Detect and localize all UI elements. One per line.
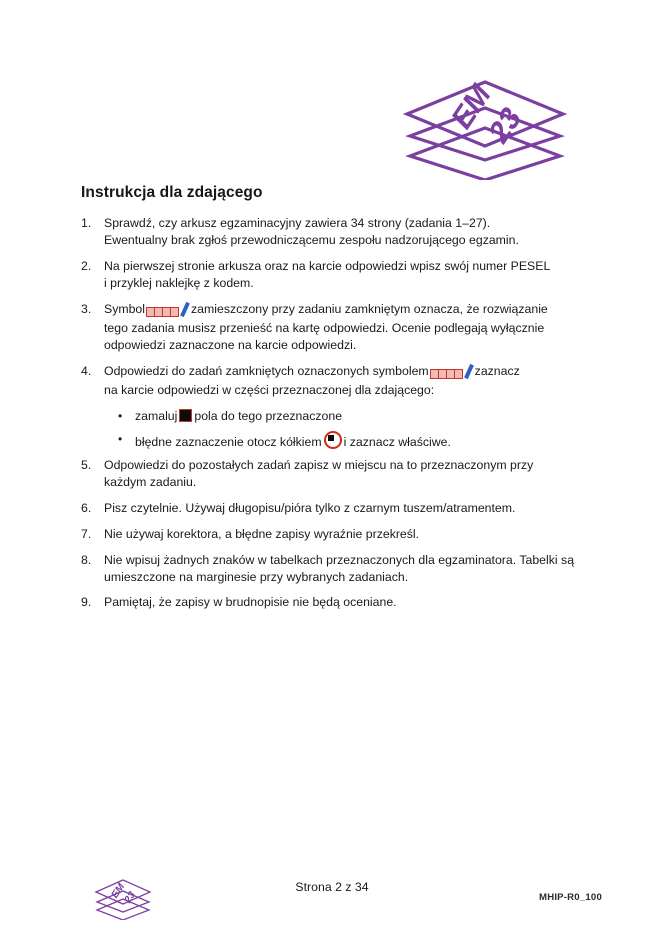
sub-bullet-circle-mistake — [81, 431, 581, 451]
instruction-item-2 — [81, 258, 581, 292]
item-line-part: Symbol — [104, 301, 146, 316]
page-title: Instrukcja dla zdającego — [81, 184, 263, 201]
item-line: tego zadania musisz przenieść na kartę odpowiedzi. Ocenie podlegają wyłącznie — [104, 321, 545, 336]
item-line-part: zaznacz — [474, 363, 520, 378]
footer-logo-text-em: EM — [110, 880, 127, 902]
item-text — [104, 457, 581, 491]
item-line-part: Odpowiedzi do zadań zamkniętych oznaczonych symbolem — [104, 363, 429, 378]
item-line-with-symbol — [104, 363, 581, 382]
item-text — [104, 552, 581, 586]
instruction-item-5 — [81, 457, 581, 491]
item-line: odpowiedzi zaznaczone na karcie odpowiedzi. — [104, 338, 357, 353]
item-text — [104, 594, 581, 611]
answer-boxes-icon — [146, 303, 178, 320]
instruction-item-1 — [81, 215, 581, 249]
item-text — [104, 301, 581, 355]
logo-text-23: 23 — [484, 100, 527, 151]
item-line: Pisz czytelnie. Używaj długopisu/pióra tylko z czarnym tuszem/atramentem. — [104, 501, 516, 516]
item-number: 8. — [81, 552, 92, 567]
item-number: 5. — [81, 458, 92, 473]
item-number: 2. — [81, 258, 92, 273]
instruction-item-4 — [81, 363, 581, 399]
filled-square-icon — [179, 409, 192, 422]
sub-text-after: pola do tego przeznaczone — [194, 408, 343, 423]
pencil-icon — [180, 303, 191, 316]
item-line: i przyklej naklejkę z kodem. — [104, 276, 254, 291]
em-23-logo — [396, 62, 574, 180]
pencil-icon — [464, 365, 475, 378]
item-line: Ewentualny brak zgłoś przewodniczącemu zespołu nadzorującego egzamin. — [104, 233, 519, 248]
instruction-item-3 — [81, 301, 581, 355]
item-line: Nie używaj korektora, a błędne zapisy wyraźnie przekreśl. — [104, 526, 420, 541]
item-number: 9. — [81, 595, 92, 610]
item-line: każdym zadaniu. — [104, 475, 197, 490]
item-text — [104, 526, 581, 543]
bullet-dot-icon — [118, 431, 135, 448]
bullet-dot-icon — [118, 408, 135, 425]
instruction-item-9 — [81, 594, 581, 611]
item-line: Pamiętaj, że zapisy w brudnopisie nie będą oceniane. — [104, 595, 397, 610]
footer-logo-text-23: 23 — [123, 889, 138, 907]
sub-text-before: zamaluj — [135, 408, 178, 423]
item-line: Odpowiedzi do pozostałych zadań zapisz w miejscu na to przeznaczonym przy — [104, 458, 534, 473]
item-text — [104, 363, 581, 399]
item-line: Na pierwszej stronie arkusza oraz na karcie odpowiedzi wpisz swój numer PESEL — [104, 258, 551, 273]
item-line: na karcie odpowiedzi w części przeznaczonej dla zdającego: — [104, 383, 435, 398]
instruction-item-6 — [81, 500, 581, 517]
item-text — [104, 215, 581, 249]
circled-square-icon — [324, 431, 342, 449]
item-text — [104, 500, 581, 517]
sub-text-before: błędne zaznaczenie otocz kółkiem — [135, 435, 322, 450]
sub-bullet-text — [135, 431, 581, 451]
instruction-item-7 — [81, 526, 581, 543]
instruction-list — [81, 215, 581, 620]
item-line: umieszczone na marginesie przy wybranych zadaniach. — [104, 569, 409, 584]
sheet-code-label: MHIP-R0_100 — [539, 892, 602, 903]
item-line: Sprawdź, czy arkusz egzaminacyjny zawiera 34 strony (zadania 1–27). — [104, 216, 491, 230]
item-text — [104, 258, 581, 292]
page-number-label: Strona 2 z 34 — [295, 880, 369, 894]
sub-bullet-text — [135, 408, 581, 425]
answer-boxes-icon — [430, 365, 462, 382]
item-number: 3. — [81, 301, 92, 316]
item-line-part: zamieszczony przy zadaniu zamkniętym oznacza, że rozwiązanie — [191, 301, 548, 316]
item-line-with-symbol — [104, 301, 581, 320]
item-line: Nie wpisuj żadnych znaków w tabelkach przeznaczonych dla egzaminatora. Tabelki są — [104, 552, 575, 567]
instruction-sub-bullets — [81, 408, 581, 451]
sub-bullet-fill-field — [81, 408, 581, 425]
item-number: 6. — [81, 501, 92, 516]
item-number: 1. — [81, 216, 92, 230]
sub-text-after: i zaznacz właściwe. — [343, 435, 451, 450]
logo-text-em: EM — [447, 76, 497, 137]
item-number: 4. — [81, 363, 92, 378]
item-number: 7. — [81, 526, 92, 541]
instruction-item-8 — [81, 552, 581, 586]
